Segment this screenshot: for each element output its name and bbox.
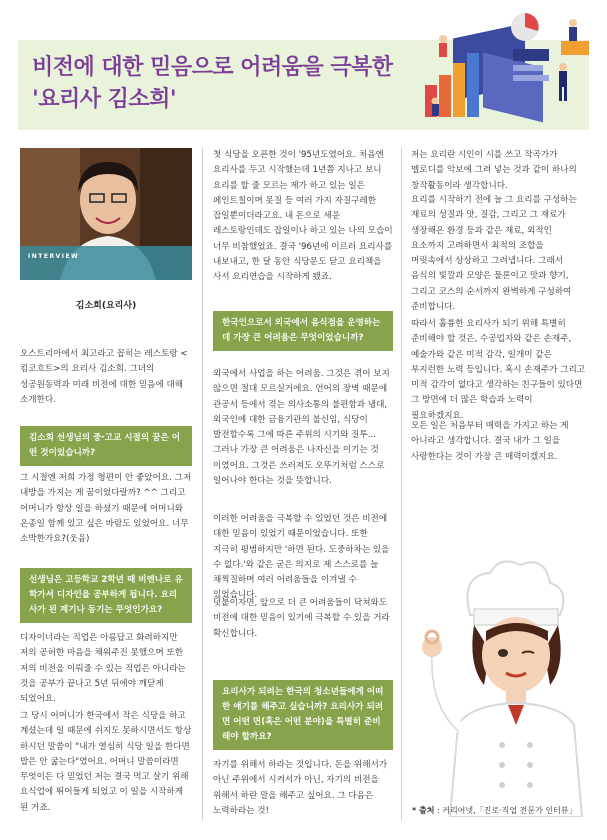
answer-paragraph: 덧붙이자면, 앞으로 더 큰 어려움들이 닥쳐와도 비전에 대한 믿음이 있기에 극복할 수 있을 거라 확신합니다. xyxy=(213,598,390,639)
question-box-2: 선생님은 고등학교 2학년 때 비엔나로 유학가셔 디자인을 공부하게 됩니다. 요리사가 된 계기나 동기는 무엇인가요? xyxy=(20,568,192,623)
chef-illustration xyxy=(410,555,595,817)
column-divider xyxy=(401,148,402,820)
answer-paragraph: 첫 식당을 오픈한 것이 '95년도였어요. 처음엔 요리사를 두고 시작했는데 1년쯤 지나고 보니 요리를 할 줄 모르는 제가 하고 있는 일은 페인트칠이며 못질 등 여러 가지 자질구레한 잡일뿐이더라고요. 내 돈으로 세운 레스토랑인데도 잡일이나 하고 있는 나의 모습이 너무 비참했었죠. 결국 '96년에 이르러 요리사를 내보내고, 한 달 동안 식당문도 닫고 요리책을 사서 요리연습을 시작하게 됐죠. xyxy=(213,150,393,283)
photo-caption: 김소희(요리사) xyxy=(75,301,137,311)
interview-badge: INTERVIEW xyxy=(28,253,80,260)
answer-paragraph: 외국에서 사업을 하는 어려움. 그것은 겪어 보지 않으면 절대 모르실거에요. 언어의 장벽 때문에 관공서 등에서 겪는 의사소통의 불편함과 냉대, 외국인에 대한 금융기관의 불신임, 식당이 발전할수록 그에 따른 주위의 시기와 질투... 그러나 가장 큰 어려움은 나자신을 이기는 것 이였어요. 그것은 쓰러져도 오뚜기처럼 스스로 일어나야 한다는 것을 뜻합니다. xyxy=(213,369,390,487)
answer-paragraph: 요리를 시작하기 전에 늘 그 요리를 구성하는 재료의 성질과 맛, 질감, 그리고 그 재료가 생장해온 환경 등과 같은 재료, 외적인 요소까지 고려하면서 최적의 조합을 머릿속에서 상상하고 그려냅니다. 그래서 음식의 빛깔과 모양은 물론이고 맛과 향기, 그리고 코스의 순서까지 완벽하게 구성하여 준비합니다. xyxy=(411,195,577,313)
article-title xyxy=(32,52,432,116)
title-line-2: '요리사 김소희' xyxy=(32,87,177,112)
title-line-1: 비전에 대한 믿음으로 어려움을 극복한 xyxy=(32,55,393,80)
answer-paragraph: 따라서 훌륭한 요리사가 되기 위해 특별히 준비해야 할 것은, 수공업자와 같은 손재주, 예술가와 같은 미적 감각, 일개미 같은 부지런한 노력 등입니다. 혹시 손재주가 그리고 미적 감각이 없다고 생각하는 친구들이 있다면 그 방면에 더 많은 학습과 노력이 필요하겠지요. xyxy=(411,319,586,421)
answer-paragraph: 이러한 어려움을 극복할 수 있었던 것은 비전에 대한 믿음이 있었기 때문이었습니다. 또한 지극히 평범하지만 '하면 된다. 도중하차는 있을 수 없다.'와 같은 굳은 의지로 제 스스로를 늘 채찍질하며 여러 어려움들을 이겨낼 수 있었습니다. xyxy=(213,514,390,601)
source-text: : 커리어넷,「진로·직업 전문가 인터뷰」 xyxy=(434,806,577,815)
question-box-4: 요리사가 되려는 한국의 청소년들에게 어떠한 얘기를 해주고 싶습니까? 요리사가 되려면 어떤 면(혹은 어떤 분야)을 특별히 준비해야 할까요? xyxy=(213,680,393,750)
intro-paragraph: 오스트리아에서 최고라고 꼽히는 레스토랑 <킴코흐트>의 요리사 김소희. 그녀의 성공원동력과 미래 비전에 대한 믿음에 대해 소개한다. xyxy=(20,349,188,405)
source-mark: * 출처 xyxy=(412,806,435,815)
business-illustration xyxy=(413,5,593,123)
answer-paragraph: 그 시절엔 저희 가정 형편이 안 좋았어요. 그저 내방을 가지는 게 꿈이었다랄까? ^^ 그리고 어머니가 항상 일을 하셨기 때문에 어머니와 온종일 함께 있고 싶은 바람도 있었어요. 너무 소박한가요?(웃음) xyxy=(20,473,192,545)
column-divider xyxy=(202,148,203,820)
answer-paragraph: 디자이너라는 직업은 아름답고 화려하지만 저의 공허한 마음을 채워주진 못했으며 또한 저의 비전을 이뤄줄 수 있는 직업은 아니라는 것을 공부가 끝나고 5년 뒤에야 깨닫게 되었어요. xyxy=(20,633,186,705)
chef-portrait-photo xyxy=(20,148,192,280)
answer-paragraph: 저는 요리란 시인이 시를 쓰고 작곡가가 멜로디를 악보에 그려 넣는 것과 같이 하나의 창작활동이라 생각합니다. xyxy=(411,150,577,191)
answer-paragraph: 모든 일은 처음부터 매력을 가지고 하는 게 아니라고 생각합니다. 결국 내가 그 일을 사랑한다는 것이 가장 큰 매력이겠지요. xyxy=(411,421,569,462)
source-citation xyxy=(412,805,577,816)
question-box-3: 한국인으로서 외국에서 음식점을 운영하는데 가장 큰 어려움은 무엇이었습니까? xyxy=(213,311,393,351)
answer-paragraph: 자기를 위해서 하라는 것입니다. 돈을 위해서가 아닌 주위에서 시켜서가 아닌, 자기의 비전을 위해서 하란 말을 해주고 싶어요. 그 다음은 노력하라는 것! xyxy=(213,760,388,816)
answer-paragraph: 그 당시 어머니가 한국에서 작은 식당을 하고 계셨는데 일 때문에 쉬지도 못하시면서도 항상 하시던 말씀이 "내가 열심히 식당 일을 한다면 밥은 안 굶는다"였어요. 어머니 말씀이라면 무엇이든 다 믿었던 저는 결국 먹고 살기 위해 요식업에 뛰어들게 되었고 이 일을 시작하게 된 거죠. xyxy=(20,711,192,813)
question-box-1: 김소희 선생님의 중·고교 시절의 꿈은 어떤 것이었습니까? xyxy=(20,426,192,466)
